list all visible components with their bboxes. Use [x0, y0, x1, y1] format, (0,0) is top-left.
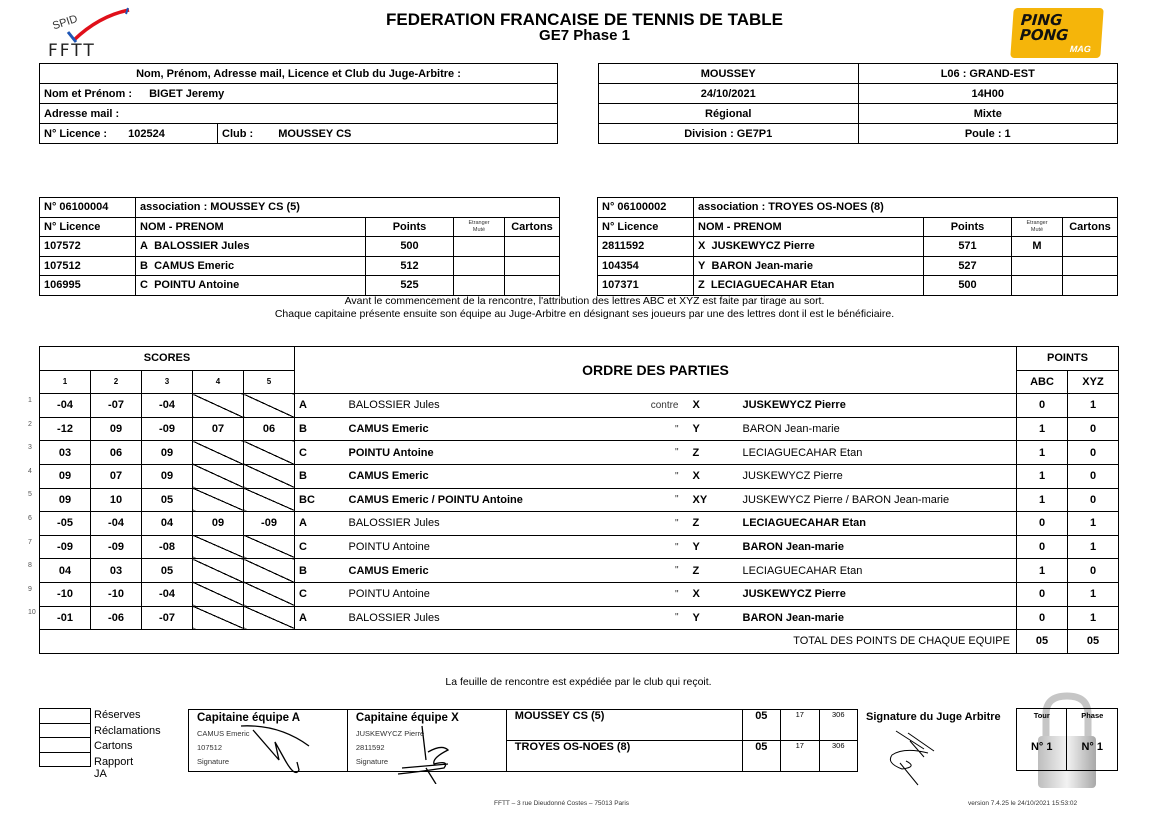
left-player: POINTU Antoine	[345, 582, 635, 606]
match-pool: Poule : 1	[858, 124, 1118, 144]
player-licence: 104354	[598, 256, 694, 276]
player-row	[40, 237, 560, 257]
set-number: 4	[193, 370, 244, 394]
right-player: LECIAGUECAHAR Etan	[739, 441, 1017, 465]
cards-checkbox[interactable]	[39, 737, 91, 753]
set-score: 09	[91, 417, 142, 441]
left-letter: B	[295, 464, 345, 488]
set-score: -04	[91, 512, 142, 536]
left-letter: A	[295, 606, 345, 630]
left-letter: A	[295, 394, 345, 418]
set-score	[244, 464, 295, 488]
right-player: BARON Jean-marie	[739, 417, 1017, 441]
player-name: A BALOSSIER Jules	[136, 237, 366, 257]
match-row	[40, 441, 1119, 465]
right-letter: X	[683, 394, 739, 418]
player-licence: 107572	[40, 237, 136, 257]
referee-club: MOUSSEY CS	[278, 127, 352, 140]
set-score: 09	[142, 464, 193, 488]
result-col3-a: 306	[819, 710, 858, 741]
player-cards	[1063, 256, 1118, 276]
match-date: 24/10/2021	[599, 84, 859, 104]
row-number: 9	[28, 585, 32, 593]
order-header: ORDRE DES PARTIES	[295, 347, 1017, 394]
player-status: M	[1012, 237, 1063, 257]
right-player: BARON Jean-marie	[739, 535, 1017, 559]
versus: "	[635, 488, 683, 512]
left-letter: B	[295, 417, 345, 441]
right-letter: XY	[683, 488, 739, 512]
match-category: Mixte	[858, 104, 1118, 124]
claims-label: Réclamations	[94, 725, 161, 737]
team-a-table	[39, 197, 560, 296]
player-name: X JUSKEWYCZ Pierre	[694, 237, 924, 257]
match-row	[40, 512, 1119, 536]
player-cards	[505, 237, 560, 257]
set-score: -10	[40, 582, 91, 606]
points-xyz: 0	[1068, 417, 1119, 441]
left-player: BALOSSIER Jules	[345, 394, 635, 418]
total-abc: 05	[1017, 630, 1068, 654]
player-points: 500	[366, 237, 454, 257]
left-letter: B	[295, 559, 345, 583]
set-score: 09	[142, 441, 193, 465]
referee-email-row: Adresse mail :	[40, 104, 558, 124]
set-score	[244, 394, 295, 418]
set-score: -08	[142, 535, 193, 559]
set-score: 09	[40, 488, 91, 512]
captain-x-signature-icon	[388, 724, 468, 784]
player-points: 500	[924, 276, 1012, 296]
reserves-label: Réserves	[94, 709, 141, 721]
left-player: POINTU Antoine	[345, 535, 635, 559]
versus: "	[635, 582, 683, 606]
points-abc: 1	[1017, 464, 1068, 488]
player-licence: 2811592	[598, 237, 694, 257]
right-letter: X	[683, 582, 739, 606]
draw-note: Avant le commencement de la rencontre, l'attribution des lettres ABC et XYZ est faite par tirage au sort.	[344, 295, 825, 307]
set-score	[193, 394, 244, 418]
header-cards: Cartons	[505, 217, 560, 237]
set-score	[244, 559, 295, 583]
right-letter: Z	[683, 559, 739, 583]
captain-a-cell	[189, 710, 348, 772]
points-abc: 0	[1017, 606, 1068, 630]
set-score: -04	[142, 582, 193, 606]
row-number: 7	[28, 538, 32, 546]
set-score	[244, 606, 295, 630]
set-score: -07	[91, 394, 142, 418]
header-cards: Cartons	[1063, 217, 1118, 237]
left-player: CAMUS Emeric / POINTU Antoine	[345, 488, 635, 512]
right-letter: Z	[683, 512, 739, 536]
set-score: 05	[142, 488, 193, 512]
player-row	[40, 256, 560, 276]
versus: contre	[635, 394, 683, 418]
points-abc: 1	[1017, 441, 1068, 465]
left-letter: C	[295, 582, 345, 606]
result-col3-x: 306	[819, 741, 858, 772]
right-letter: X	[683, 464, 739, 488]
left-letter: C	[295, 535, 345, 559]
player-licence: 107371	[598, 276, 694, 296]
captain-x-cell	[347, 710, 506, 772]
set-score	[244, 488, 295, 512]
set-score: 09	[40, 464, 91, 488]
match-level: Régional	[599, 104, 859, 124]
header-foreign: Etranger Muté	[454, 217, 505, 237]
captain-a-signature-icon	[239, 720, 319, 780]
ping-pong-mag-logo: PING PONG MAG	[1010, 8, 1103, 58]
player-points: 512	[366, 256, 454, 276]
left-letter: BC	[295, 488, 345, 512]
footer-version: version 7.4.25 le 24/10/2021 15:53:02	[968, 800, 1078, 807]
claims-checkbox[interactable]	[39, 723, 91, 739]
referee-signature-icon	[884, 727, 944, 787]
team-number: N° 06100004	[40, 198, 136, 218]
report-label: Rapport JA	[94, 756, 134, 780]
team-association: association : MOUSSEY CS (5)	[136, 198, 560, 218]
captain-x-signature-label: Signature	[355, 757, 388, 766]
right-player: JUSKEWYCZ Pierre / BARON Jean-marie	[739, 488, 1017, 512]
player-name: B CAMUS Emeric	[136, 256, 366, 276]
result-team-x: TROYES OS-NOES (8)	[506, 741, 742, 772]
row-number: 3	[28, 444, 32, 452]
player-row	[598, 276, 1118, 296]
set-score: -04	[40, 394, 91, 418]
right-letter: Y	[683, 606, 739, 630]
referee-name-row: Nom et Prénom : BIGET Jeremy	[40, 84, 558, 104]
captain-a-licence: 107512	[197, 743, 223, 752]
set-score	[193, 535, 244, 559]
versus: "	[635, 441, 683, 465]
total-label: TOTAL DES POINTS DE CHAQUE EQUIPE	[40, 630, 1017, 654]
row-number: 8	[28, 562, 32, 570]
left-player: CAMUS Emeric	[345, 559, 635, 583]
row-number: 10	[28, 609, 36, 617]
set-score: 06	[91, 441, 142, 465]
points-abc: 0	[1017, 535, 1068, 559]
result-col2-a: 17	[781, 710, 819, 741]
right-letter: Y	[683, 417, 739, 441]
captain-a-name: CAMUS Emeric	[197, 729, 250, 738]
versus: "	[635, 464, 683, 488]
player-row	[40, 276, 560, 296]
team-x-table	[597, 197, 1118, 296]
match-row	[40, 394, 1119, 418]
match-venue: MOUSSEY	[599, 64, 859, 84]
match-row	[40, 417, 1119, 441]
set-score	[193, 559, 244, 583]
captain-a-title: Capitaine équipe A	[197, 712, 301, 724]
match-time: 14H00	[858, 84, 1118, 104]
points-xyz: 0	[1068, 488, 1119, 512]
versus: "	[635, 559, 683, 583]
points-xyz: 1	[1068, 606, 1119, 630]
header-name: NOM - PRENOM	[694, 217, 924, 237]
referee-signature-label: Signature du Juge Arbitre	[866, 711, 1001, 723]
page-subtitle: GE7 Phase 1	[539, 27, 630, 44]
match-league: L06 : GRAND-EST	[858, 64, 1118, 84]
cards-label: Cartons	[94, 740, 133, 752]
set-score: -10	[91, 582, 142, 606]
phase-value: N° 1	[1067, 723, 1118, 771]
right-player: JUSKEWYCZ Pierre	[739, 464, 1017, 488]
points-xyz: 1	[1068, 535, 1119, 559]
player-status	[1012, 276, 1063, 296]
set-score: -09	[91, 535, 142, 559]
spid-text: SPID	[51, 13, 80, 33]
right-player: JUSKEWYCZ Pierre	[739, 582, 1017, 606]
left-player: CAMUS Emeric	[345, 464, 635, 488]
referee-heading: Nom, Prénom, Adresse mail, Licence et Club du Juge-Arbitre :	[40, 64, 558, 84]
match-row	[40, 582, 1119, 606]
player-status	[1012, 256, 1063, 276]
points-abc: 0	[1017, 582, 1068, 606]
dispatch-note: La feuille de rencontre est expédiée par le club qui reçoit.	[445, 676, 712, 688]
header-licence: N° Licence	[598, 217, 694, 237]
tour-label: Tour	[1017, 709, 1067, 723]
result-points-a: 05	[742, 710, 780, 741]
set-score: 10	[91, 488, 142, 512]
player-status	[454, 256, 505, 276]
set-score	[193, 464, 244, 488]
set-score: -01	[40, 606, 91, 630]
captains-results-table	[188, 709, 858, 772]
set-score: -05	[40, 512, 91, 536]
header-licence: N° Licence	[40, 217, 136, 237]
row-number: 2	[28, 420, 32, 428]
left-player: POINTU Antoine	[345, 441, 635, 465]
points-xyz: 1	[1068, 512, 1119, 536]
match-row	[40, 559, 1119, 583]
right-player: BARON Jean-marie	[739, 606, 1017, 630]
scores-header: SCORES	[40, 347, 295, 371]
set-score	[244, 535, 295, 559]
set-score: 07	[193, 417, 244, 441]
header-points: Points	[924, 217, 1012, 237]
player-status	[454, 237, 505, 257]
player-cards	[505, 256, 560, 276]
match-info-table	[598, 63, 1118, 144]
set-score	[244, 441, 295, 465]
points-abc: 1	[1017, 417, 1068, 441]
total-xyz: 05	[1068, 630, 1119, 654]
set-score: -07	[142, 606, 193, 630]
referee-name: BIGET Jeremy	[149, 87, 225, 100]
page-title: FEDERATION FRANCAISE DE TENNIS DE TABLE	[386, 10, 783, 29]
set-score: 04	[40, 559, 91, 583]
round-phase-table	[1016, 708, 1118, 771]
captain-x-licence: 2811592	[355, 743, 385, 752]
points-xyz: 0	[1068, 559, 1119, 583]
match-row	[40, 535, 1119, 559]
player-name: Y BARON Jean-marie	[694, 256, 924, 276]
points-abc: 0	[1017, 394, 1068, 418]
set-score	[193, 606, 244, 630]
points-header: POINTS	[1017, 347, 1119, 371]
team-number: N° 06100002	[598, 198, 694, 218]
set-score: -09	[142, 417, 193, 441]
set-score: -06	[91, 606, 142, 630]
set-number: 3	[142, 370, 193, 394]
fftt-text: FFTT	[48, 41, 96, 58]
points-xyz: 1	[1068, 582, 1119, 606]
report-checkboxes	[39, 709, 161, 780]
set-number: 5	[244, 370, 295, 394]
set-score	[193, 488, 244, 512]
header-points: Points	[366, 217, 454, 237]
left-letter: A	[295, 512, 345, 536]
points-abc: 1	[1017, 559, 1068, 583]
report-checkbox[interactable]	[39, 752, 91, 768]
set-score: 03	[91, 559, 142, 583]
abc-header: ABC	[1017, 370, 1068, 394]
tour-value: N° 1	[1017, 723, 1067, 771]
player-row	[598, 237, 1118, 257]
right-letter: Y	[683, 535, 739, 559]
player-row	[598, 256, 1118, 276]
set-score	[244, 582, 295, 606]
xyz-header: XYZ	[1068, 370, 1119, 394]
left-player: BALOSSIER Jules	[345, 606, 635, 630]
set-score: -09	[40, 535, 91, 559]
versus: "	[635, 606, 683, 630]
set-score: 04	[142, 512, 193, 536]
player-licence: 107512	[40, 256, 136, 276]
referee-licence: 102524	[128, 127, 165, 140]
match-row	[40, 606, 1119, 630]
versus: "	[635, 512, 683, 536]
set-number: 2	[91, 370, 142, 394]
set-score: -12	[40, 417, 91, 441]
match-row	[40, 464, 1119, 488]
player-points: 571	[924, 237, 1012, 257]
player-name: Z LECIAGUECAHAR Etan	[694, 276, 924, 296]
match-row	[40, 488, 1119, 512]
captain-x-title: Capitaine équipe X	[355, 712, 459, 724]
match-division: Division : GE7P1	[599, 124, 859, 144]
versus: "	[635, 535, 683, 559]
row-number: 6	[28, 515, 32, 522]
captain-a-signature-label: Signature	[197, 757, 230, 766]
points-abc: 0	[1017, 512, 1068, 536]
set-score: 03	[40, 441, 91, 465]
right-player: LECIAGUECAHAR Etan	[739, 512, 1017, 536]
points-xyz: 0	[1068, 441, 1119, 465]
header-name: NOM - PRENOM	[136, 217, 366, 237]
team-association: association : TROYES OS-NOES (8)	[694, 198, 1118, 218]
reserves-checkbox[interactable]	[39, 708, 91, 724]
points-abc: 1	[1017, 488, 1068, 512]
captain-x-name: JUSKEWYCZ Pierre	[355, 729, 425, 738]
row-number: 1	[28, 397, 32, 404]
right-player: LECIAGUECAHAR Etan	[739, 559, 1017, 583]
set-score: -09	[244, 512, 295, 536]
set-score: -04	[142, 394, 193, 418]
captain-note: Chaque capitaine présente ensuite son équipe au Juge-Arbitre en désignant ses joueurs par une des lettres dont il est le bénéficiaire.	[274, 308, 895, 320]
result-col2-x: 17	[781, 741, 819, 772]
row-number: 4	[28, 467, 32, 475]
left-player: BALOSSIER Jules	[345, 512, 635, 536]
right-player: JUSKEWYCZ Pierre	[739, 394, 1017, 418]
left-player: CAMUS Emeric	[345, 417, 635, 441]
player-cards	[1063, 276, 1118, 296]
row-number: 5	[28, 491, 32, 499]
right-letter: Z	[683, 441, 739, 465]
player-points: 527	[924, 256, 1012, 276]
result-team-a: MOUSSEY CS (5)	[506, 710, 742, 741]
set-score: 05	[142, 559, 193, 583]
match-order-table	[39, 346, 1119, 654]
footer-address: FFTT – 3 rue Dieudonné Costes – 75013 Paris	[494, 800, 630, 807]
set-score: 09	[193, 512, 244, 536]
versus: "	[635, 417, 683, 441]
player-licence: 106995	[40, 276, 136, 296]
set-number: 1	[40, 370, 91, 394]
player-cards	[505, 276, 560, 296]
points-xyz: 1	[1068, 394, 1119, 418]
result-points-x: 05	[742, 741, 780, 772]
referee-info-table	[39, 63, 558, 144]
player-cards	[1063, 237, 1118, 257]
header-foreign: Etranger Muté	[1012, 217, 1063, 237]
referee-licence-cell: N° Licence : 102524	[40, 124, 218, 144]
set-score	[193, 441, 244, 465]
left-letter: C	[295, 441, 345, 465]
player-points: 525	[366, 276, 454, 296]
referee-club-cell: Club : MOUSSEY CS	[218, 124, 558, 144]
set-score: 07	[91, 464, 142, 488]
phase-label: Phase	[1067, 709, 1118, 723]
player-status	[454, 276, 505, 296]
player-name: C POINTU Antoine	[136, 276, 366, 296]
points-xyz: 0	[1068, 464, 1119, 488]
set-score: 06	[244, 417, 295, 441]
set-score	[193, 582, 244, 606]
